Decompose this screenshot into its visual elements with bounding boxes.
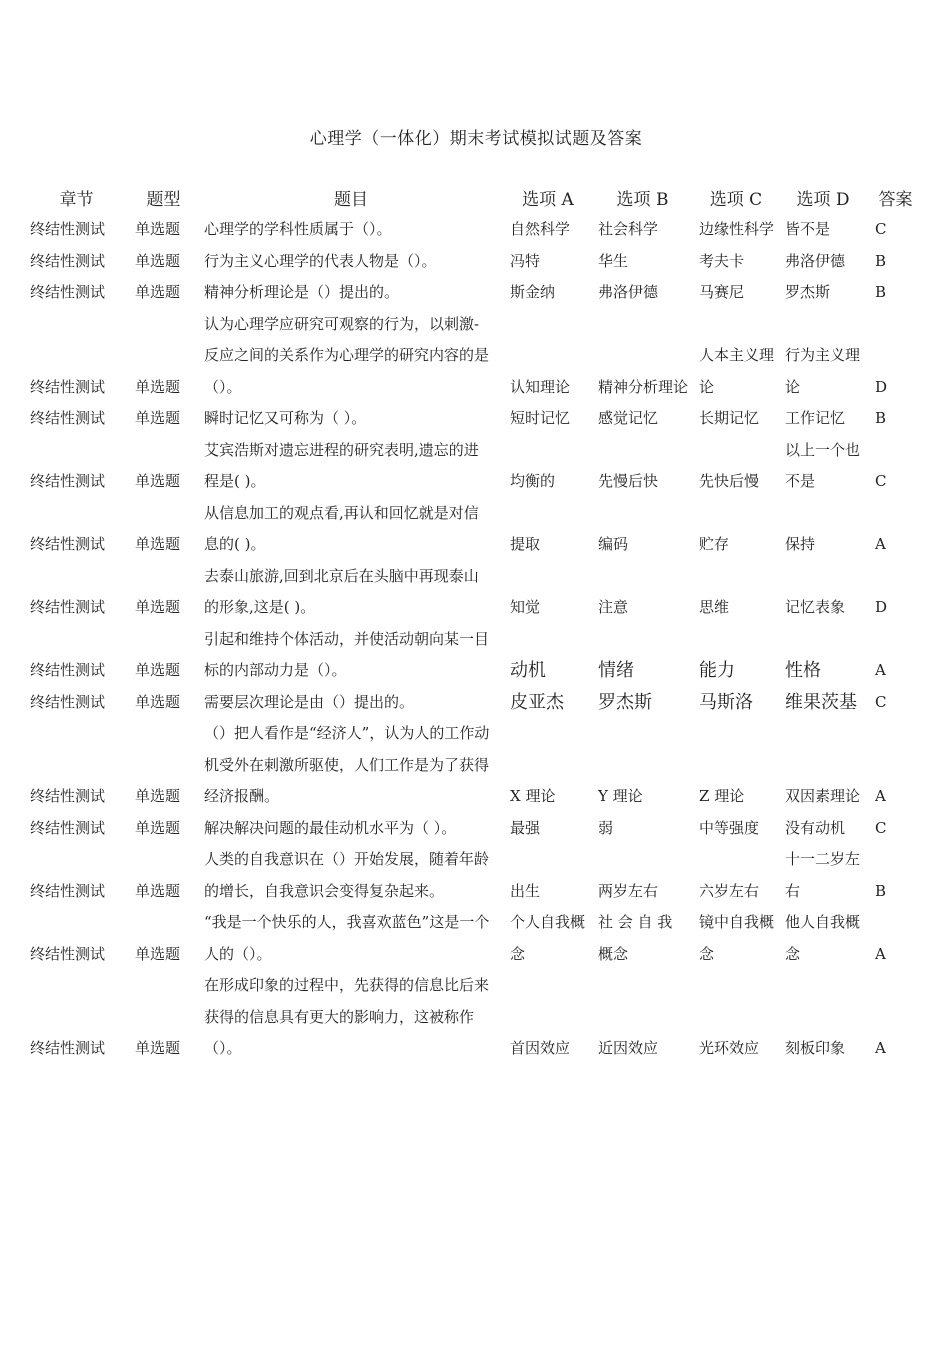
option-d-cell: 工作记忆 (785, 409, 846, 427)
option-b-cell: 罗杰斯 (598, 691, 652, 713)
question-cell: 从信息加工的观点看,再认和回忆就是对信息的( )。 (204, 503, 479, 553)
header-option-b: 选项 B (616, 189, 669, 210)
question-cell: 行为主义心理学的代表人物是（）。 (204, 251, 437, 270)
question-cell: 人类的自我意识在（）开始发展，随着年龄的增长，自我意识会变得复杂起来。 (204, 850, 490, 900)
chapter-cell: 终结性测试 (30, 818, 106, 837)
option-d-cell: 他人自我概念 (785, 913, 861, 963)
option-a-cell: 皮亚杰 (510, 691, 564, 713)
option-d-cell: 双因素理论 (785, 787, 861, 805)
answer-cell: B (875, 881, 887, 900)
option-b-cell: 社会科学 (598, 220, 659, 238)
chapter-cell: 终结性测试 (30, 881, 106, 900)
option-d-cell: 十一二岁左右 (785, 850, 861, 900)
chapter-cell: 终结性测试 (30, 472, 106, 490)
chapter-cell: 终结性测试 (30, 220, 106, 238)
option-a-cell: 个人自我概念 (510, 913, 586, 963)
option-c-cell: 先快后慢 (699, 472, 760, 490)
chapter-cell: 终结性测试 (30, 283, 106, 301)
option-a-cell: 认知理论 (510, 377, 571, 396)
option-d-cell: 维果茨基 (785, 691, 857, 713)
option-a-cell: 提取 (510, 535, 541, 553)
question-row (24, 970, 924, 1065)
quiz-table (24, 180, 924, 1065)
question-cell: （）把人看作是“经济人”，认为人的工作动机受外在刺激所驱使，人们工作是为了获得经济报酬。 (204, 724, 490, 805)
chapter-cell: 终结性测试 (30, 377, 106, 396)
option-a-cell: 短时记忆 (510, 409, 571, 427)
option-c-cell: 考夫卡 (699, 251, 745, 270)
question-cell: 心理学的学科性质属于（）。 (204, 220, 392, 238)
question-row (24, 403, 924, 435)
question-type-cell: 单选题 (135, 409, 181, 427)
option-b-cell: 弱 (598, 818, 614, 837)
question-row (24, 844, 924, 907)
option-b-cell: Y 理论 (598, 787, 643, 805)
option-d-cell: 皆不是 (785, 220, 831, 238)
document-title: 心理学（一体化）期末考试模拟试题及答案 (309, 129, 643, 149)
option-d-cell: 行为主义理论 (785, 346, 861, 396)
question-row (24, 687, 924, 719)
chapter-cell: 终结性测试 (30, 1039, 106, 1057)
option-d-cell: 弗洛伊德 (785, 251, 846, 270)
question-row (24, 624, 924, 687)
option-b-cell: 编码 (598, 535, 629, 553)
answer-cell: A (875, 787, 886, 805)
option-c-cell: 人本主义理论 (699, 346, 775, 396)
question-type-cell: 单选题 (135, 472, 181, 490)
chapter-cell: 终结性测试 (30, 409, 106, 427)
question-cell: 去泰山旅游,回到北京后在头脑中再现泰山的形象,这是( )。 (204, 566, 479, 616)
question-row (24, 309, 924, 404)
question-type-cell: 单选题 (135, 283, 181, 301)
option-c-cell: 中等强度 (699, 818, 760, 837)
question-row (24, 907, 924, 970)
chapter-cell: 终结性测试 (30, 598, 106, 616)
answer-cell: C (875, 818, 887, 837)
option-d-cell: 以上一个也不是 (785, 440, 861, 490)
option-b-cell: 两岁左右 (598, 881, 659, 900)
option-a-cell: 动机 (510, 660, 546, 681)
question-cell: 在形成印象的过程中，先获得的信息比后来获得的信息具有更大的影响力，这被称作（）。 (204, 976, 490, 1057)
answer-cell: C (875, 692, 887, 711)
option-a-cell: X 理论 (510, 787, 556, 805)
question-row (24, 277, 924, 309)
header-option-a: 选项 A (522, 189, 574, 210)
question-type-cell: 单选题 (135, 220, 181, 238)
option-c-cell: 马斯洛 (699, 691, 753, 713)
option-c-cell: 贮存 (699, 535, 730, 553)
question-type-cell: 单选题 (135, 881, 181, 900)
header-chapter: 章节 (59, 189, 94, 210)
option-d-cell: 没有动机 (785, 818, 846, 837)
question-type-cell: 单选题 (135, 787, 181, 805)
option-a-cell: 首因效应 (510, 1039, 571, 1057)
option-d-cell: 记忆表象 (785, 598, 846, 616)
option-b-cell: 感觉记忆 (598, 409, 659, 427)
option-a-cell: 均衡的 (510, 472, 556, 490)
question-cell: 需要层次理论是由（）提出的。 (204, 692, 415, 711)
question-row (24, 435, 924, 498)
option-c-cell: 光环效应 (699, 1039, 760, 1057)
question-type-cell: 单选题 (135, 818, 181, 837)
question-cell: 解决解决问题的最佳动机水平为（ ）。 (204, 818, 457, 837)
question-type-cell: 单选题 (135, 535, 181, 553)
header-question: 题目 (334, 189, 368, 210)
question-row (24, 214, 924, 246)
option-d-cell: 性格 (785, 660, 821, 681)
chapter-cell: 终结性测试 (30, 251, 106, 270)
question-type-cell: 单选题 (135, 377, 181, 396)
option-b-cell: 近因效应 (598, 1039, 659, 1057)
option-b-cell: 先慢后快 (598, 472, 659, 490)
question-cell: 认为心理学应研究可观察的行为，以刺激-反应之间的关系作为心理学的研究内容的是（）。 (204, 314, 490, 396)
option-c-cell: 六岁左右 (699, 881, 760, 900)
option-a-cell: 知觉 (510, 598, 541, 616)
answer-cell: C (875, 220, 887, 238)
answer-cell: A (875, 1039, 886, 1057)
option-a-cell: 自然科学 (510, 220, 571, 238)
option-a-cell: 冯特 (510, 251, 541, 270)
question-type-cell: 单选题 (135, 1039, 181, 1057)
question-row (24, 498, 924, 561)
answer-cell: C (875, 472, 887, 490)
answer-cell: B (875, 283, 887, 301)
option-c-cell: 边缘性科学 (699, 220, 775, 238)
chapter-cell: 终结性测试 (30, 787, 106, 805)
question-type-cell: 单选题 (135, 661, 181, 679)
header-option-c: 选项 C (709, 189, 763, 210)
question-cell: 引起和维持个体活动，并使活动朝向某一目标的内部动力是（）。 (204, 629, 490, 679)
option-c-cell: 思维 (699, 598, 730, 616)
option-d-cell: 刻板印象 (785, 1039, 846, 1057)
answer-cell: B (875, 409, 887, 427)
option-a-cell: 最强 (510, 818, 541, 837)
option-b-cell: 华生 (598, 251, 629, 270)
option-d-cell: 保持 (785, 535, 816, 553)
question-type-cell: 单选题 (135, 944, 181, 963)
question-row (24, 813, 924, 845)
chapter-cell: 终结性测试 (30, 944, 106, 963)
answer-cell: B (875, 251, 887, 270)
option-c-cell: 能力 (699, 660, 735, 681)
question-row (24, 718, 924, 813)
question-cell: 艾宾浩斯对遗忘进程的研究表明,遗忘的进程是( )。 (204, 440, 479, 490)
question-type-cell: 单选题 (135, 251, 181, 270)
option-a-cell: 出生 (510, 881, 541, 900)
question-rows (24, 214, 924, 1065)
answer-cell: D (875, 598, 888, 616)
header-row (24, 180, 924, 214)
question-cell: “我是一个快乐的人，我喜欢蓝色”这是一个人的（）。 (204, 913, 490, 963)
question-type-cell: 单选题 (135, 598, 181, 616)
answer-cell: D (875, 377, 888, 396)
question-cell: 瞬时记忆又可称为（ ）。 (204, 409, 367, 427)
question-row (24, 246, 924, 278)
question-row (24, 561, 924, 624)
header-answer: 答案 (878, 189, 913, 210)
option-b-cell: 弗洛伊德 (598, 283, 659, 301)
option-d-cell: 罗杰斯 (785, 283, 831, 301)
chapter-cell: 终结性测试 (30, 661, 106, 679)
option-c-cell: 长期记忆 (699, 409, 760, 427)
answer-cell: A (875, 944, 886, 963)
option-b-cell: 精神分析理论 (598, 377, 689, 396)
header-option-d: 选项 D (796, 189, 850, 210)
option-b-cell: 情绪 (598, 660, 634, 681)
option-a-cell: 斯金纳 (510, 283, 556, 301)
option-c-cell: 镜中自我概念 (699, 913, 775, 963)
header-type: 题型 (146, 189, 181, 210)
option-b-cell: 社 会 自 我 概念 (598, 913, 673, 963)
option-b-cell: 注意 (598, 598, 629, 616)
option-c-cell: Z 理论 (699, 787, 745, 805)
question-cell: 精神分析理论是（）提出的。 (204, 283, 400, 301)
answer-cell: A (875, 535, 886, 553)
chapter-cell: 终结性测试 (30, 535, 106, 553)
chapter-cell: 终结性测试 (30, 692, 106, 711)
question-type-cell: 单选题 (135, 692, 181, 711)
answer-cell: A (875, 661, 886, 679)
option-c-cell: 马赛尼 (699, 283, 745, 301)
